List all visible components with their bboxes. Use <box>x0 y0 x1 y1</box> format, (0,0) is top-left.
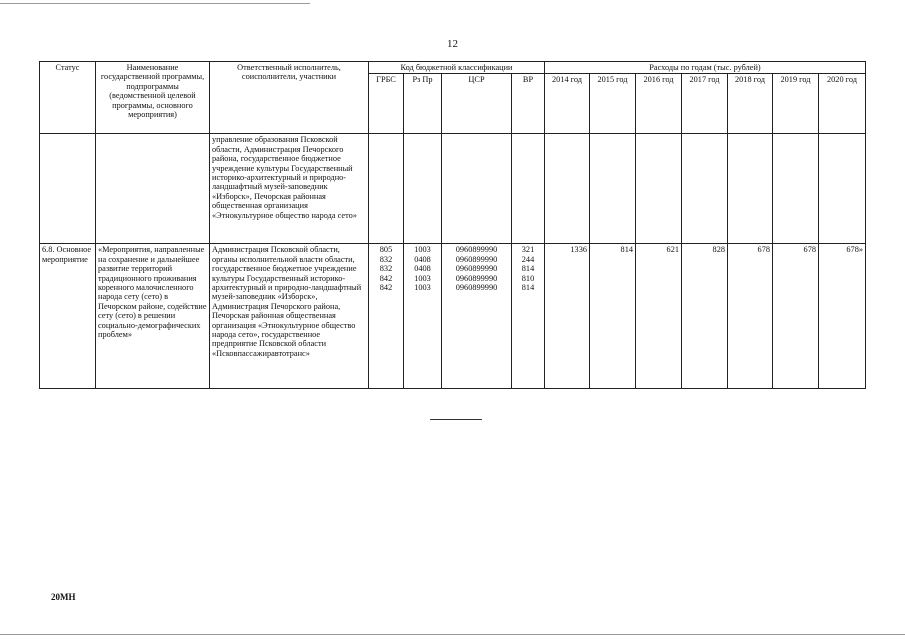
header-year-2016: 2016 год <box>636 74 682 134</box>
cell-empty <box>369 134 404 244</box>
cell-csr <box>442 244 512 389</box>
cell-empty <box>728 134 773 244</box>
cell-empty <box>682 134 728 244</box>
grbs-value: 832 <box>379 264 393 274</box>
cell-executor: Администрация Псковской области, органы исполнительной власти области, государственное бюджетное учреждение культуры Государственный историко-архитектурный и природно-ландшафтный музей-заповедник «Изборск», Администрация Печорского района, Печорская районная общественная организация «Этнокультурное общество народа сето», государственное предприятие Псковской области «Псковпассажиравтотранс» <box>210 244 369 389</box>
scan-edge-top <box>0 3 310 4</box>
csr-value: 0960899990 <box>455 264 498 274</box>
table-row-6-8 <box>40 244 866 389</box>
footer-code: 20МН <box>51 592 76 602</box>
budget-table <box>39 61 866 389</box>
grbs-value: 842 <box>379 283 393 293</box>
grbs-value: 832 <box>379 254 393 264</box>
header-status: Статус <box>40 62 96 134</box>
cell-grbs <box>369 244 404 389</box>
header-year-2015: 2015 год <box>590 74 636 134</box>
table-row-continuation <box>40 134 866 244</box>
header-vr: ВР <box>512 74 545 134</box>
cell-executor-continuation: управление образования Псковской области, Администрация Печорского района, государственное бюджетное учреждение культуры Государственный историко-архитектурный и природно-ландшафтный музей-заповедник «Изборск», Печорская районная общественная организация «Этнокультурное общество народа сето» <box>210 134 369 244</box>
scan-edge-bottom <box>0 634 905 635</box>
cell-empty <box>96 134 210 244</box>
rzpr-value: 1003 <box>414 273 431 283</box>
cell-expense-2014: 1336 <box>545 244 590 389</box>
header-year-2020: 2020 год <box>819 74 866 134</box>
vr-value: 810 <box>521 273 535 283</box>
cell-expense-2016: 621 <box>636 244 682 389</box>
cell-expense-2017: 828 <box>682 244 728 389</box>
vr-value: 814 <box>521 283 535 293</box>
cell-empty <box>773 134 819 244</box>
grbs-value: 805 <box>379 245 393 255</box>
section-end-rule <box>430 419 482 420</box>
header-grbs: ГРБС <box>369 74 404 134</box>
cell-rzpr <box>404 244 442 389</box>
header-name: Наименование государственной программы, подпрограммы (ведомственной целевой программы, основного мероприятия) <box>96 62 210 134</box>
rzpr-value: 0408 <box>414 254 431 264</box>
csr-value: 0960899990 <box>455 254 498 264</box>
cell-expense-2019: 678 <box>773 244 819 389</box>
vr-value: 321 <box>521 245 535 255</box>
cell-empty <box>636 134 682 244</box>
cell-empty <box>404 134 442 244</box>
csr-value: 0960899990 <box>455 245 498 255</box>
cell-expense-2018: 678 <box>728 244 773 389</box>
cell-expense-2015: 814 <box>590 244 636 389</box>
header-budget-code: Код бюджетной классификации <box>369 62 545 74</box>
header-expenses: Расходы по годам (тыс. рублей) <box>545 62 866 74</box>
cell-vr <box>512 244 545 389</box>
header-executor: Ответственный исполнитель, соисполнители, участники <box>210 62 369 134</box>
header-rzpr: Рз Пр <box>404 74 442 134</box>
cell-name: «Мероприятия, направленные на сохранение и дальнейшее развитие территорий традиционного проживания коренного малочисленного народа сету (сето) в Печорском районе, содействие сету (сето) в решении социально-демографических проблем» <box>96 244 210 389</box>
header-year-2018: 2018 год <box>728 74 773 134</box>
rzpr-value: 1003 <box>414 245 431 255</box>
csr-value: 0960899990 <box>455 273 498 283</box>
header-year-2017: 2017 год <box>682 74 728 134</box>
cell-empty <box>590 134 636 244</box>
vr-value: 244 <box>521 254 535 264</box>
rzpr-value: 0408 <box>414 264 431 274</box>
header-csr: ЦСР <box>442 74 512 134</box>
cell-empty <box>512 134 545 244</box>
cell-empty <box>819 134 866 244</box>
cell-empty <box>442 134 512 244</box>
cell-empty <box>40 134 96 244</box>
cell-empty <box>545 134 590 244</box>
grbs-value: 842 <box>379 273 393 283</box>
page-number: 12 <box>447 38 458 50</box>
header-year-2014: 2014 год <box>545 74 590 134</box>
cell-status: 6.8. Основное мероприятие <box>40 244 96 389</box>
vr-value: 814 <box>521 264 535 274</box>
rzpr-value: 1003 <box>414 283 431 293</box>
cell-expense-2020: 678» <box>819 244 866 389</box>
header-year-2019: 2019 год <box>773 74 819 134</box>
csr-value: 0960899990 <box>455 283 498 293</box>
